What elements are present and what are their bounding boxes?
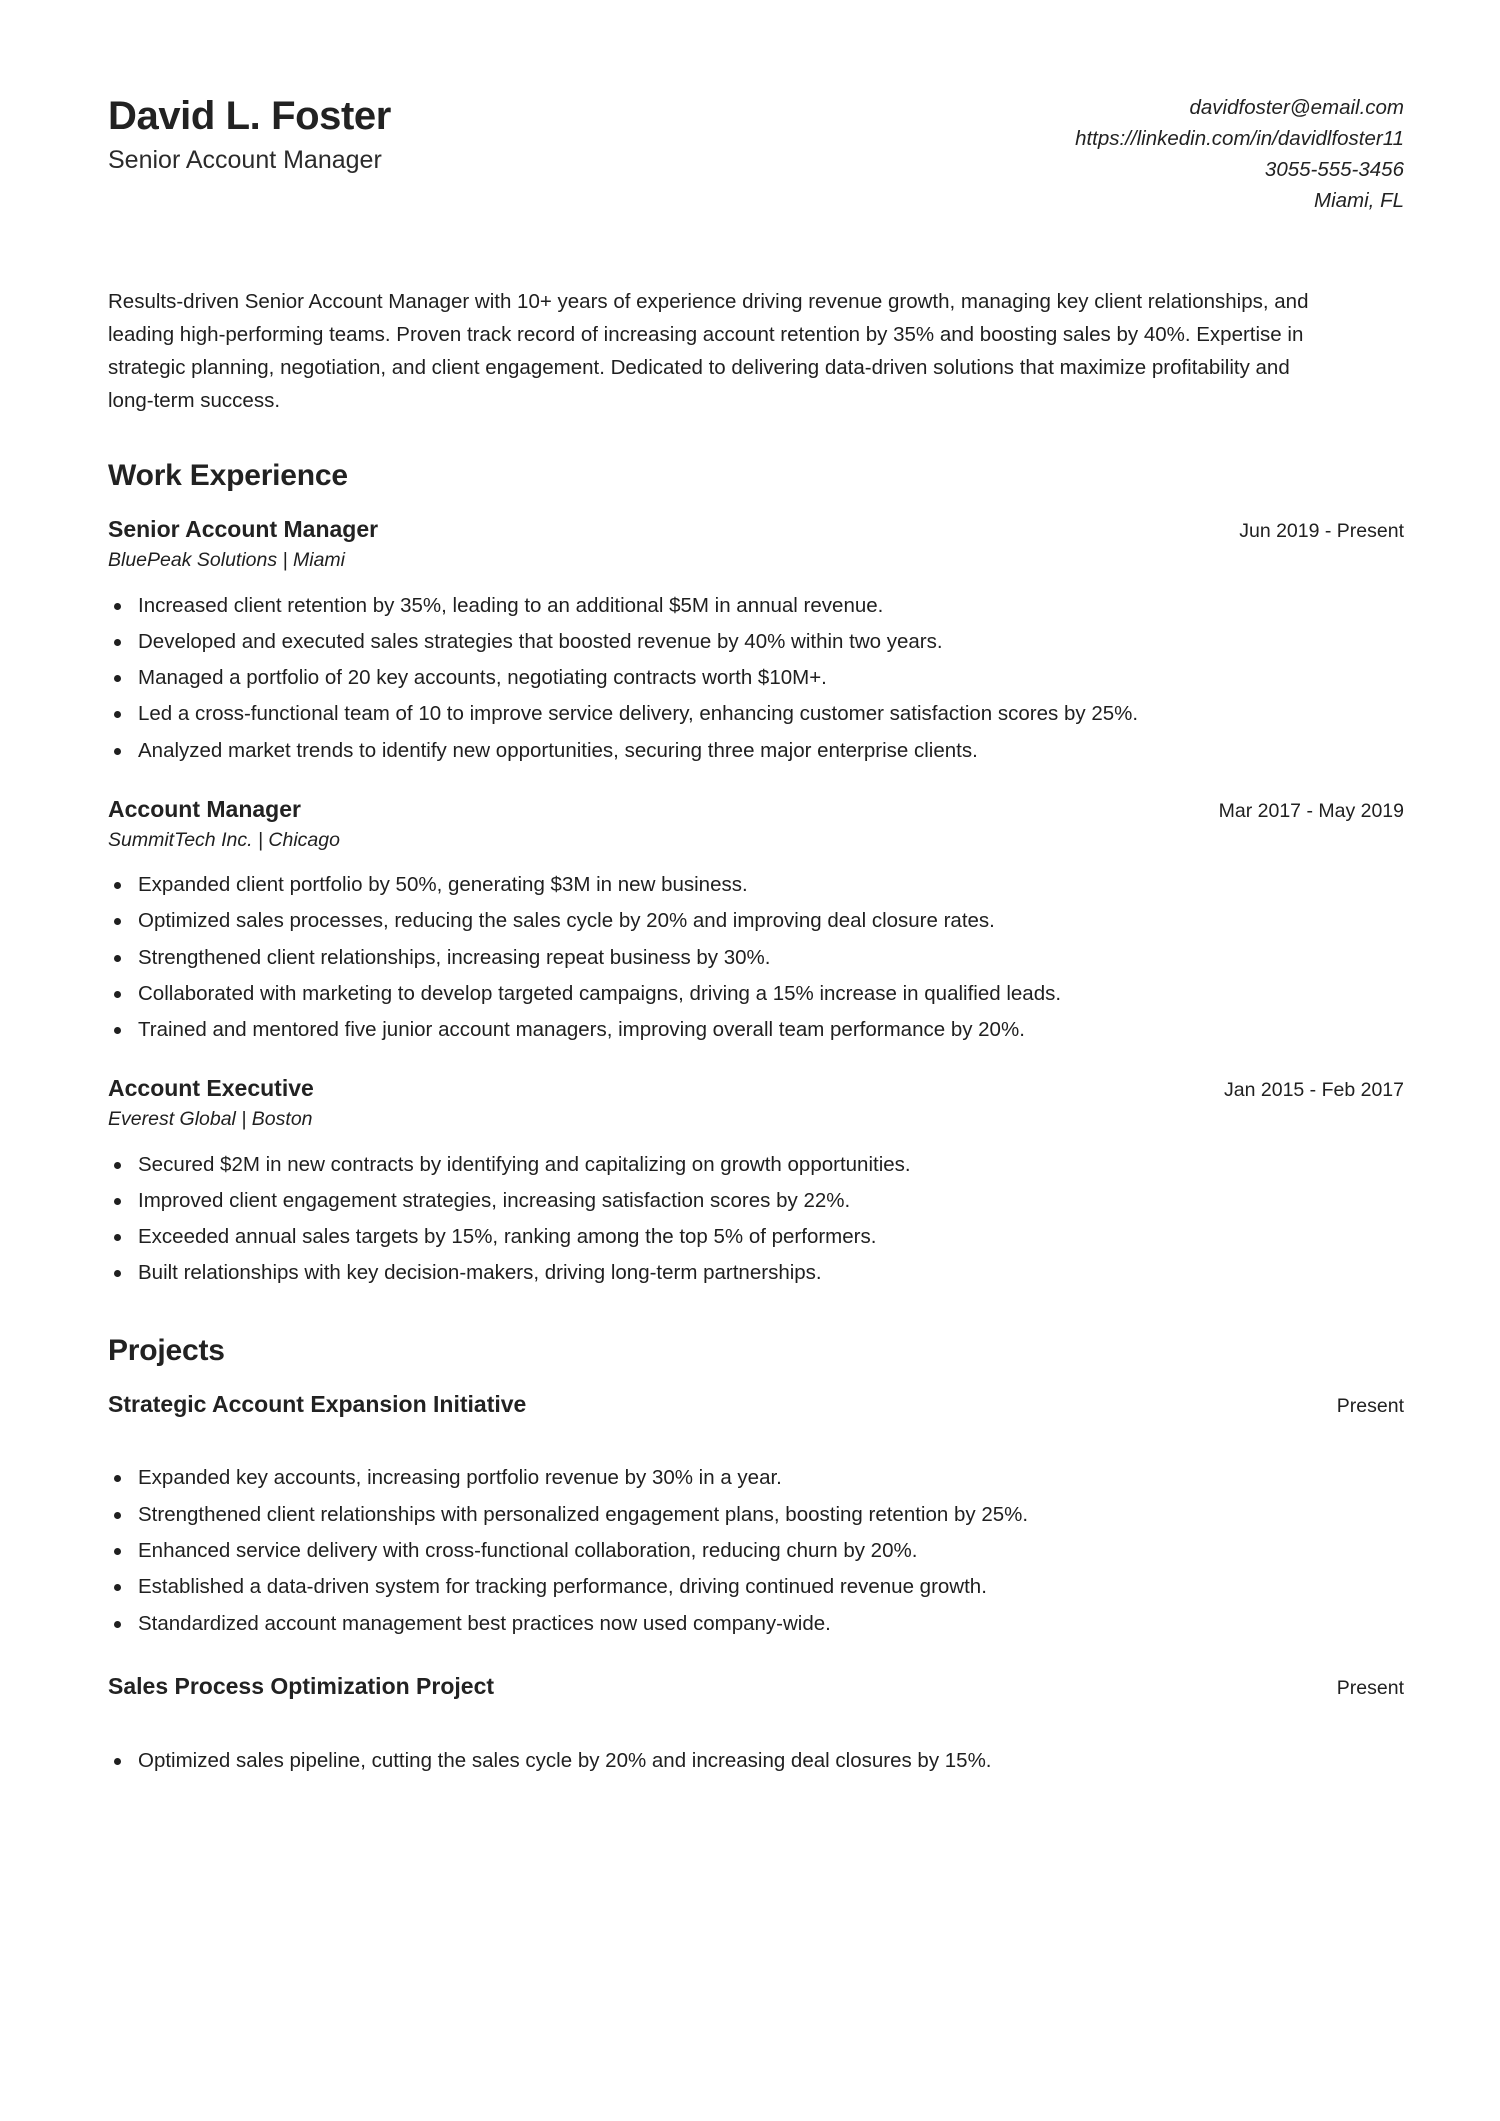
experience-entry bbox=[108, 1074, 1404, 1287]
experience-date: Jun 2019 - Present bbox=[1239, 520, 1404, 543]
experience-bullets bbox=[108, 592, 1404, 765]
experience-date: Jan 2015 - Feb 2017 bbox=[1224, 1079, 1404, 1102]
list-item: Increased client retention by 35%, leading to an additional $5M in annual revenue. bbox=[108, 592, 1404, 620]
experience-org: Everest Global | Boston bbox=[108, 1108, 313, 1131]
project-entry bbox=[108, 1672, 1404, 1775]
candidate-headline: Senior Account Manager bbox=[108, 145, 382, 174]
experience-entry-head bbox=[108, 515, 1404, 544]
list-item: Optimized sales pipeline, cutting the sales cycle by 20% and increasing deal closures by 15%. bbox=[108, 1747, 1404, 1775]
project-entry bbox=[108, 1390, 1404, 1638]
section-title-projects: Projects bbox=[108, 1333, 225, 1367]
list-item: Trained and mentored five junior account managers, improving overall team performance by 20%. bbox=[108, 1016, 1404, 1044]
experience-role: Account Executive bbox=[108, 1075, 314, 1102]
resume-header bbox=[108, 78, 1404, 217]
list-item: Expanded key accounts, increasing portfolio revenue by 30% in a year. bbox=[108, 1464, 1404, 1492]
contact-phone[interactable]: 3055-555-3456 bbox=[1264, 158, 1404, 182]
list-item: Built relationships with key decision-makers, driving long-term partnerships. bbox=[108, 1259, 1404, 1287]
experience-date: Mar 2017 - May 2019 bbox=[1218, 799, 1404, 822]
experience-entry bbox=[108, 795, 1404, 1045]
list-item: Secured $2M in new contracts by identifying and capitalizing on growth opportunities. bbox=[108, 1151, 1404, 1179]
section-work-experience bbox=[108, 459, 1404, 1287]
project-bullets bbox=[108, 1747, 1404, 1775]
list-item: Standardized account management best practices now used company-wide. bbox=[108, 1610, 1404, 1638]
contact-block bbox=[1075, 78, 1404, 217]
section-title-work-experience: Work Experience bbox=[108, 459, 348, 493]
project-title: Sales Process Optimization Project bbox=[108, 1672, 495, 1699]
project-title: Strategic Account Expansion Initiative bbox=[108, 1390, 527, 1417]
experience-org: BluePeak Solutions | Miami bbox=[108, 549, 346, 572]
section-projects bbox=[108, 1334, 1404, 1775]
list-item: Improved client engagement strategies, increasing satisfaction scores by 22%. bbox=[108, 1187, 1404, 1215]
project-entry-head bbox=[108, 1672, 1404, 1701]
list-item: Strengthened client relationships, increasing repeat business by 30%. bbox=[108, 944, 1404, 972]
experience-entry-head bbox=[108, 795, 1404, 824]
list-item: Led a cross-functional team of 10 to improve service delivery, enhancing customer satisfaction scores by 25%. bbox=[108, 700, 1404, 728]
experience-role: Account Manager bbox=[108, 795, 301, 822]
identity-block bbox=[108, 78, 391, 175]
experience-bullets bbox=[108, 871, 1404, 1044]
list-item: Developed and executed sales strategies that boosted revenue by 40% within two years. bbox=[108, 628, 1404, 656]
experience-role: Senior Account Manager bbox=[108, 516, 379, 543]
list-item: Analyzed market trends to identify new opportunities, securing three major enterprise clients. bbox=[108, 737, 1404, 765]
list-item: Expanded client portfolio by 50%, generating $3M in new business. bbox=[108, 871, 1404, 899]
list-item: Collaborated with marketing to develop targeted campaigns, driving a 15% increase in qualified leads. bbox=[108, 980, 1404, 1008]
professional-summary: Results-driven Senior Account Manager with 10+ years of experience driving revenue growth, managing key client relationships, and leading high-performing teams. Proven track record of increasing account retention by 35% and boosting sales by 40%. Expertise in strategic planning, negotiation, and client engagement. Dedicated to delivering data-driven solutions that maximize profitability and long-term success. bbox=[108, 289, 1309, 413]
project-bullets bbox=[108, 1464, 1404, 1637]
list-item: Optimized sales processes, reducing the sales cycle by 20% and improving deal closure rates. bbox=[108, 907, 1404, 935]
list-item: Exceeded annual sales targets by 15%, ranking among the top 5% of performers. bbox=[108, 1223, 1404, 1251]
list-item: Enhanced service delivery with cross-functional collaboration, reducing churn by 20%. bbox=[108, 1537, 1404, 1565]
experience-entry bbox=[108, 515, 1404, 765]
experience-bullets bbox=[108, 1151, 1404, 1288]
experience-entry-head bbox=[108, 1074, 1404, 1103]
list-item: Managed a portfolio of 20 key accounts, negotiating contracts worth $10M+. bbox=[108, 664, 1404, 692]
contact-location: Miami, FL bbox=[1314, 189, 1404, 213]
contact-email[interactable]: davidfoster@email.com bbox=[1189, 96, 1404, 119]
contact-linkedin[interactable]: https://linkedin.com/in/davidlfoster11 bbox=[1075, 127, 1404, 151]
experience-org: SummitTech Inc. | Chicago bbox=[108, 828, 340, 851]
list-item: Strengthened client relationships with personalized engagement plans, boosting retention by 25%. bbox=[108, 1501, 1404, 1529]
project-entry-head bbox=[108, 1390, 1404, 1419]
project-date: Present bbox=[1336, 1394, 1404, 1417]
project-date: Present bbox=[1336, 1676, 1404, 1699]
list-item: Established a data-driven system for tracking performance, driving continued revenue growth. bbox=[108, 1573, 1404, 1601]
candidate-name: David L. Foster bbox=[108, 94, 391, 138]
